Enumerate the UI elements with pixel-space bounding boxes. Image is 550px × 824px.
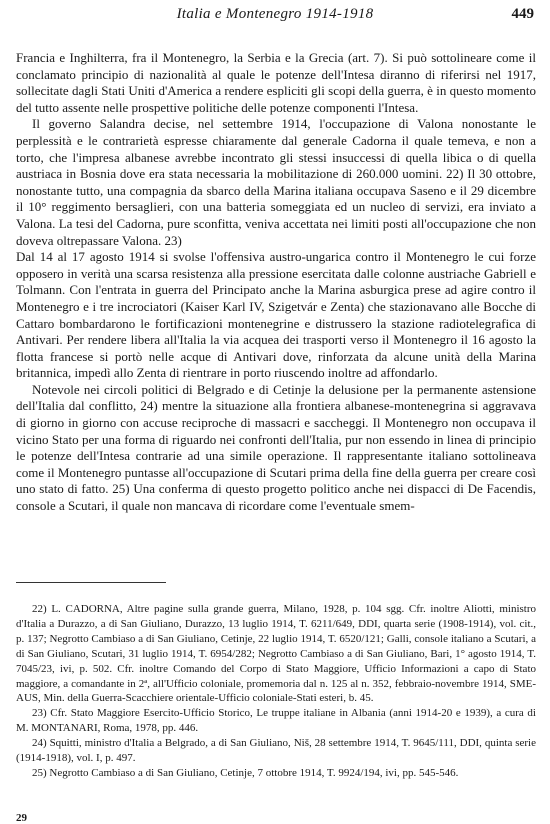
running-title: Italia e Montenegro 1914-1918 <box>176 6 374 22</box>
footnote-separator <box>16 582 166 583</box>
page-number: 449 <box>511 6 534 22</box>
footnote: 25) Negrotto Cambiaso a di San Giuliano, Cetinje, 7 ottobre 1914, T. 9924/194, ivi, pp. 545-546. <box>32 766 459 779</box>
page-header <box>16 6 534 28</box>
footnotes <box>16 602 536 781</box>
paragraph: Dal 14 al 17 agosto 1914 si svolse l'offensiva austro-ungarica contro il Montenegro le cui forze opposero in verità una scarsa resistenza alla pressione esercitata dalle colonne austriache Gabriell e Tolmann. Con l'entrata in guerra del Principato anche la Marina asburgica prese ad agire contro il Montenegro e i tre incrociatori (Kaiser Karl IV, Szigetvár e Zenta) che stazionavano alle Bocche di Cattaro bombardarono le fortificazioni montenegrine e distrussero la stazione radiotelegrafica di Antivari. Per rendere libera all'Italia la via acquea dei trasporti verso il Montenegro il 16 agosto la flotta francese si portò nelle acque di Antivari dove, rinforzata da alcune unità della Marina britannica, impedì allo Zenta di rientrare in porto riuscendo inoltre ad affondarlo. <box>16 249 536 381</box>
footnote: 23) Cfr. Stato Maggiore Esercito-Ufficio Storico, Le truppe italiane in Albania (anni 1914-20 e 1939), a cura di M. MONTANARI, Roma, 1978, pp. 446. <box>16 707 536 735</box>
paragraph: Francia e Inghilterra, fra il Montenegro, la Serbia e la Grecia (art. 7). Si può sottolineare come il conclamato principio di nazionalità al quale le potenze dell'Intesa diranno di riferirsi nel 1917, sollecitate dagli Stati Uniti d'America a rendere espliciti gli scopi della guerra, è in questo momento del tutto assente nelle prospettive politiche delle potenze componenti l'Intesa. <box>16 50 536 115</box>
footnote: 24) Squitti, ministro d'Italia a Belgrado, a di San Giuliano, Niš, 28 settembre 1914, T. 9645/111, DDI, quinta serie (1914-1918), vol. I, p. 497. <box>16 737 536 765</box>
paragraph: Notevole nei circoli politici di Belgrado e di Cetinje la delusione per la permanente astensione dell'Italia dal conflitto, 24) mentre la situazione alla frontiera albanese-montenegrina si aggravava di giorno in giorno con accuse reciproche di massacri e saccheggi. Il Montenegro non occupava il vicino Stato per una forma di riguardo nei confronti dell'Italia, pur non essendo in linea di principio le potenze dell'Intesa contrarie ad una simile operazione. Il rappresentante italiano sottolineava come il Montenegro puntasse all'occupazione di Scutari prima della fine della guerra per creare così uno stato di fatto. 25) Una conferma di questo progetto politico anche nei dispacci di De Facendis, console a Scutari, il quale non mancava di ricordare come l'eventuale smem- <box>16 381 536 514</box>
body-text <box>16 50 536 515</box>
footnote: 22) L. CADORNA, Altre pagine sulla grande guerra, Milano, 1928, p. 104 sgg. Cfr. inoltre Aliotti, ministro d'Italia a Durazzo, a di San Giuliano, Durazzo, 13 luglio 1914, T. 6211/649, DDI, quarta serie (1908-1914), vol. cit., p. 137; Negrotto Cambiaso a di San Giuliano, Cetinje, 22 luglio 1914, T. 6520/121; Galli, console italiano a Scutari, a di San Giuliano, Scutari, 31 luglio 1914, T. 6954/282; Negrotto Cambiaso a di San Giuliano, Bari, 1° agosto 1914, T. 7045/23, ivi, p. 502. Cfr. inoltre Comando del Corpo di Stato Maggiore, Ufficio Informazioni a capo di Stato maggiore, a comandante in 2ª, all'Ufficio coloniale, promemoria dal n. 125 al n. 352, febbraio-novembre 1914, SME-AUS, Min. della Guerra-Scacchiere orientale-Ufficio coloniale-Stati esteri, b. 45. <box>16 603 536 705</box>
signature-mark: 29 <box>16 812 27 824</box>
paragraph: Il governo Salandra decise, nel settembre 1914, l'occupazione di Valona nonostante le perplessità e le contrarietà espresse chiaramente dal generale Cadorna il quale temeva, e non a torto, che l'impresa albanese avrebbe incontrato gli stessi insuccessi di quella libica o di quella austriaca in Bosnia dove era stata necessaria la mobilitazione di 260.000 uomini. 22) Il 30 ottobre, nonostante tutto, una compagnia da sbarco della Marina italiana occupava Saseno e il 29 dicembre il 10° reggimento bersaglieri, con una batteria someggiata ed un nucleo di servizi, era inviato a Valona. La tesi del Cadorna, pure sconfitta, veniva accettata nei limiti posti all'occupazione che non doveva oltrepassare Valona. 23) <box>16 116 536 248</box>
